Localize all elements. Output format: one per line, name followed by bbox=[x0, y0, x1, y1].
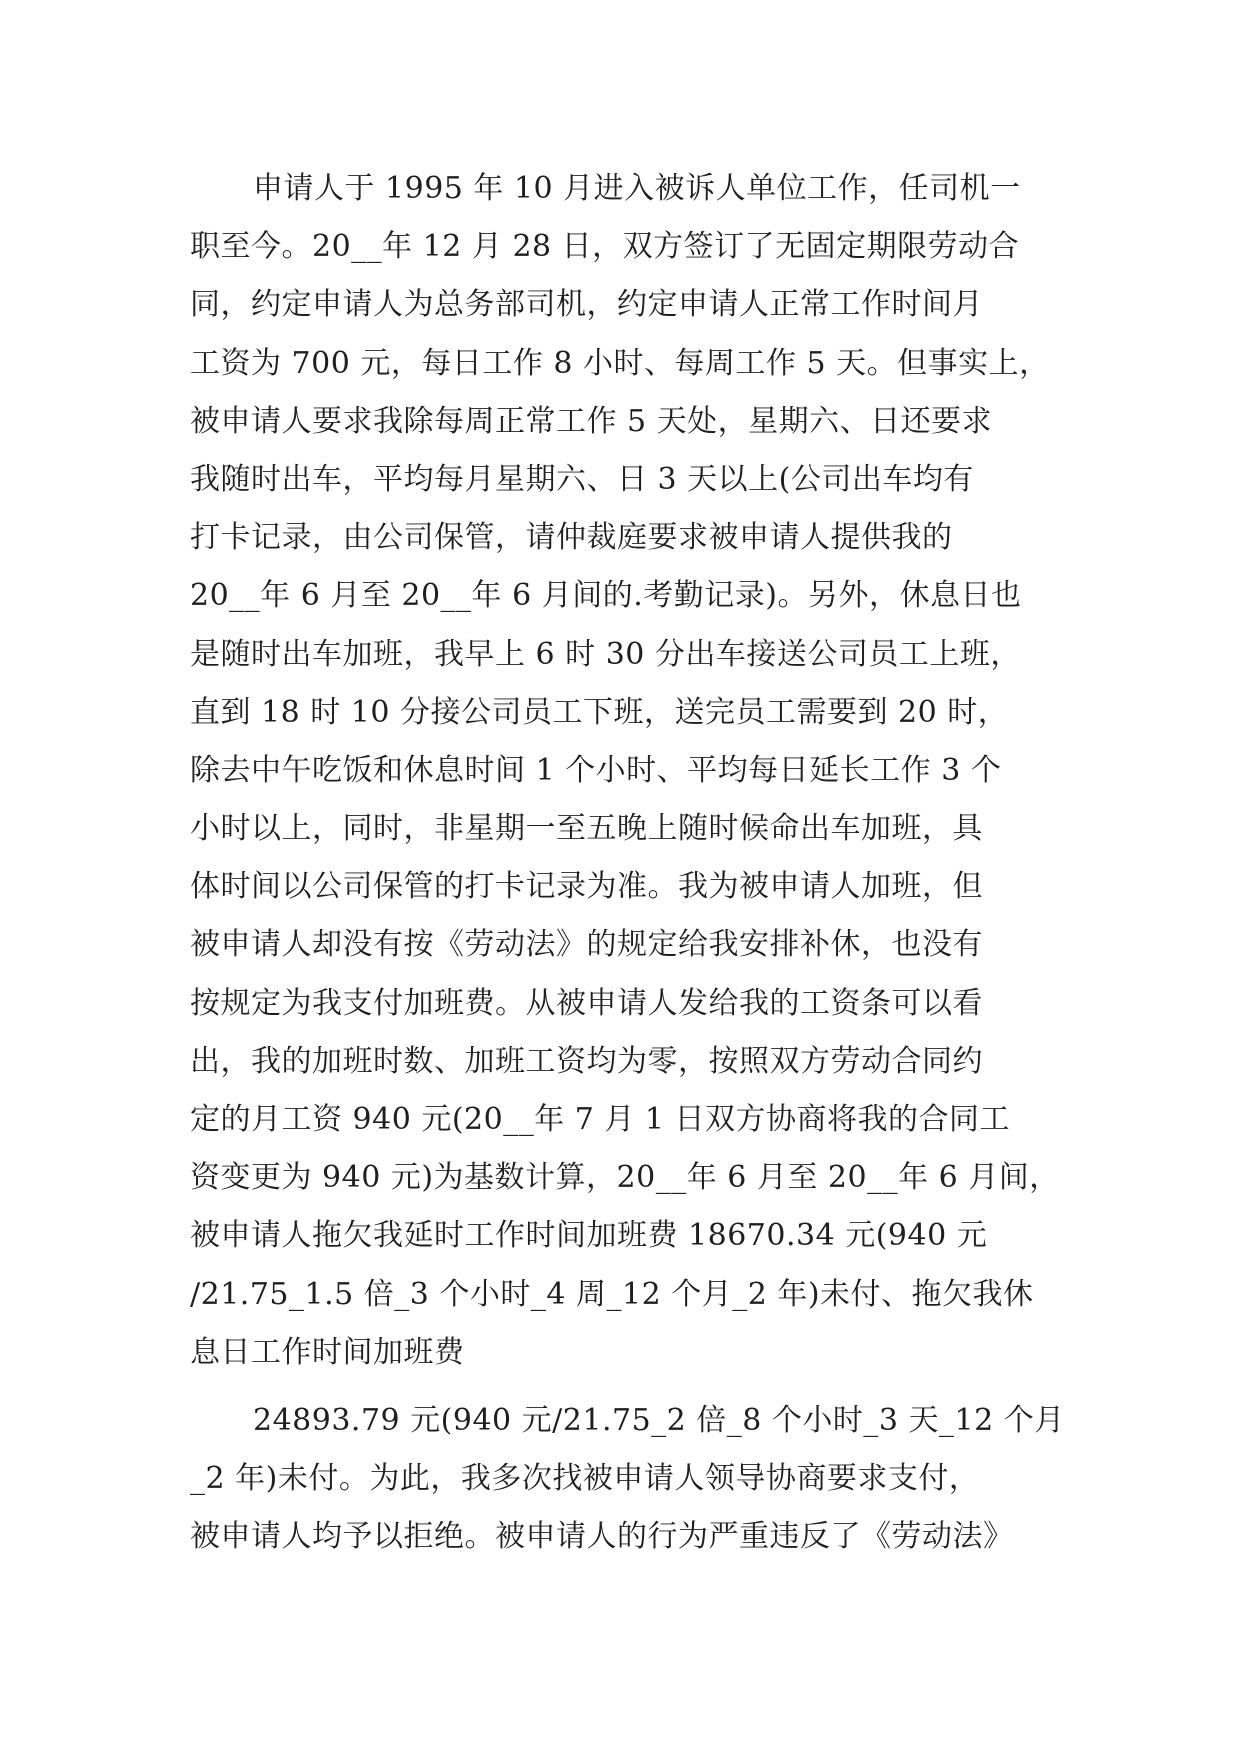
text-line: 按规定为我支付加班费。从被申请人发给我的工资条可以看 bbox=[190, 985, 983, 1021]
text-line: 被申请人要求我除每周正常工作 5 天处，星期六、日还要求 bbox=[190, 403, 993, 439]
text-line: 体时间以公司保管的打卡记录为准。我为被申请人加班，但 bbox=[190, 869, 983, 905]
text-line: _2 年)未付。为此，我多次找被申请人领导协商要求支付， bbox=[190, 1461, 980, 1497]
text-line: 24893.79 元(940 元/21.75_2 倍_8 个小时_3 天_12 个月 bbox=[253, 1402, 1065, 1438]
document-body bbox=[190, 160, 1065, 1567]
text-line: 直到 18 时 10 分接公司员工下班，送完员工需要到 20 时， bbox=[190, 694, 1009, 730]
text-line: 20__年 6 月至 20__年 6 月间的.考勤记录)。另外，休息日也 bbox=[190, 578, 1022, 614]
text-line: 小时以上，同时，非星期一至五晚上随时候命出车加班，具 bbox=[190, 811, 983, 847]
text-line: /21.75_1.5 倍_3 个小时_4 周_12 个月_2 年)未付、拖欠我休 bbox=[190, 1276, 1034, 1312]
text-line: 被申请人拖欠我延时工作时间加班费 18670.34 元(940 元 bbox=[190, 1218, 988, 1254]
text-line: 除去中午吃饭和休息时间 1 个小时、平均每日延长工作 3 个 bbox=[190, 752, 1002, 788]
text-line: 息日工作时间加班费 bbox=[190, 1334, 465, 1370]
text-line: 打卡记录，由公司保管，请仲裁庭要求被申请人提供我的 bbox=[190, 520, 953, 556]
paragraph-gap bbox=[190, 1382, 1060, 1392]
text-line: 工资为 700 元，每日工作 8 小时、每周工作 5 天。但事实上， bbox=[190, 345, 1050, 381]
text-line: 同，约定申请人为总务部司机，约定申请人正常工作时间月 bbox=[190, 287, 983, 323]
text-line: 出，我的加班时数、加班工资均为零，按照双方劳动合同约 bbox=[190, 1043, 983, 1079]
text-line: 职至今。20__年 12 月 28 日，双方签订了无固定期限劳动合 bbox=[190, 229, 1020, 265]
paragraph-2 bbox=[190, 1392, 1065, 1567]
text-line: 定的月工资 940 元(20__年 7 月 1 日双方协商将我的合同工 bbox=[190, 1102, 1011, 1137]
text-line: 申请人于 1995 年 10 月进入被诉人单位工作，任司机一 bbox=[253, 171, 1021, 206]
text-line: 资变更为 940 元)为基数计算，20__年 6 月至 20__年 6 月间， bbox=[190, 1160, 1060, 1196]
paragraph-1 bbox=[190, 160, 1060, 1382]
text-line: 我随时出车，平均每月星期六、日 3 天以上(公司出车均有 bbox=[190, 461, 974, 497]
text-line: 被申请人均予以拒绝。被申请人的行为严重违反了《劳动法》 bbox=[190, 1519, 1014, 1555]
text-line: 被申请人却没有按《劳动法》的规定给我安排补休，也没有 bbox=[190, 927, 983, 963]
text-line: 是随时出车加班，我早上 6 时 30 分出车接送公司员工上班， bbox=[190, 636, 1021, 672]
